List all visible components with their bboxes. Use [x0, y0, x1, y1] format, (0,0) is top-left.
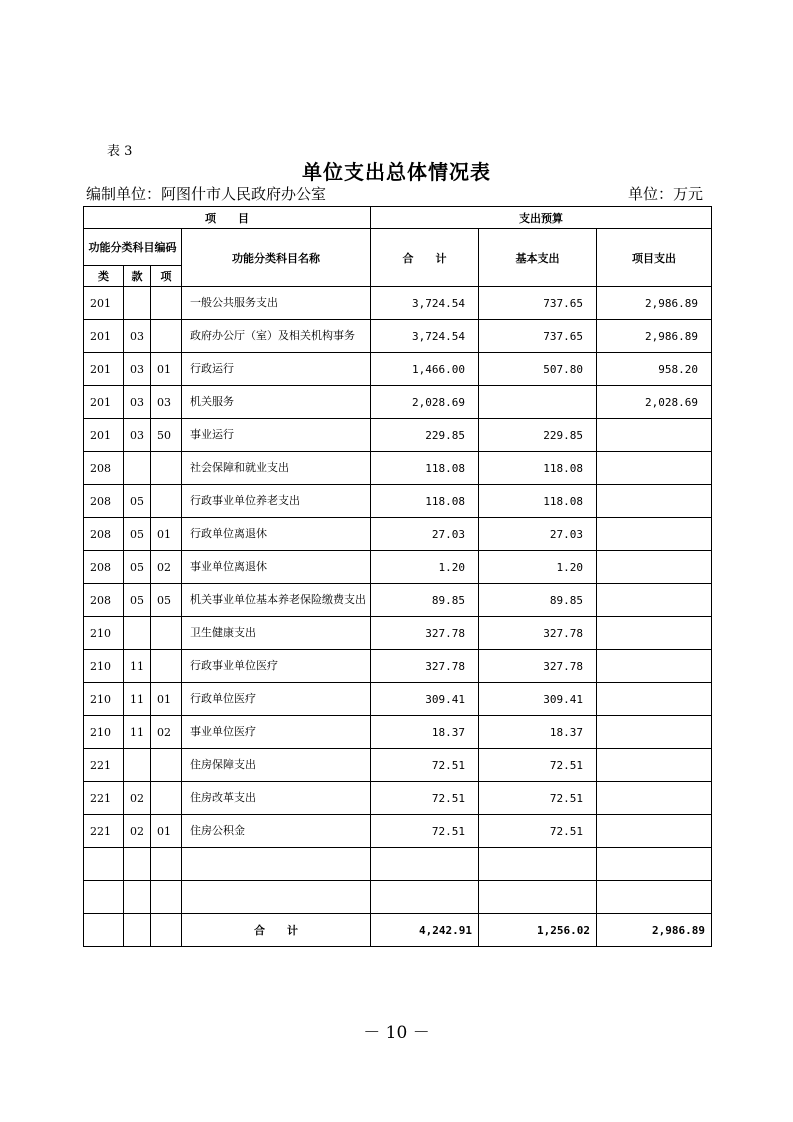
cell-kuan: 02	[124, 782, 151, 815]
cell-total: 72.51	[371, 815, 479, 848]
cell-total: 327.78	[371, 617, 479, 650]
page-number: － 10 －	[363, 1023, 430, 1043]
cell-total: 72.51	[371, 749, 479, 782]
cell-kuan	[124, 881, 151, 914]
cell-project	[597, 551, 712, 584]
cell-xiang	[151, 881, 182, 914]
header-kuan: 款	[124, 266, 151, 287]
cell-project	[597, 782, 712, 815]
cell-basic: 507.80	[479, 353, 597, 386]
cell-xiang: 02	[151, 551, 182, 584]
header-xiang: 项	[151, 266, 182, 287]
cell-total: 27.03	[371, 518, 479, 551]
table-row	[84, 485, 712, 518]
cell-kuan	[124, 452, 151, 485]
cell-xiang: 03	[151, 386, 182, 419]
header-project: 项 目	[84, 207, 371, 229]
cell-project	[597, 749, 712, 782]
cell-lei: 208	[84, 452, 124, 485]
cell-total: 309.41	[371, 683, 479, 716]
cell-total: 3,724.54	[371, 287, 479, 320]
footer-total-label: 合 计	[182, 914, 371, 947]
cell-total: 1,466.00	[371, 353, 479, 386]
table-row	[84, 452, 712, 485]
cell-basic: 229.85	[479, 419, 597, 452]
table-row	[84, 782, 712, 815]
cell-xiang: 01	[151, 683, 182, 716]
cell-basic: 327.78	[479, 650, 597, 683]
cell-func-name: 政府办公厅（室）及相关机构事务	[182, 320, 371, 353]
cell-func-name: 住房保障支出	[182, 749, 371, 782]
cell-project	[597, 419, 712, 452]
cell-lei: 210	[84, 683, 124, 716]
cell-kuan: 03	[124, 419, 151, 452]
cell-lei: 210	[84, 716, 124, 749]
cell-kuan: 03	[124, 386, 151, 419]
footer-total-value: 4,242.91	[371, 914, 479, 947]
cell-total: 72.51	[371, 782, 479, 815]
expenditure-table	[83, 206, 712, 947]
cell-total: 3,724.54	[371, 320, 479, 353]
cell-xiang	[151, 485, 182, 518]
cell-func-name: 行政运行	[182, 353, 371, 386]
cell-kuan: 02	[124, 815, 151, 848]
header-total: 合 计	[371, 229, 479, 287]
cell-project	[597, 650, 712, 683]
cell-xiang	[151, 287, 182, 320]
cell-kuan: 05	[124, 584, 151, 617]
cell-xiang: 01	[151, 353, 182, 386]
cell-func-name: 事业单位离退休	[182, 551, 371, 584]
cell-kuan: 11	[124, 650, 151, 683]
cell-basic: 737.65	[479, 287, 597, 320]
cell-xiang	[151, 320, 182, 353]
cell-func-name: 行政单位医疗	[182, 683, 371, 716]
cell-kuan: 05	[124, 551, 151, 584]
header-func-name: 功能分类科目名称	[182, 229, 371, 287]
cell-project: 958.20	[597, 353, 712, 386]
cell-xiang	[151, 848, 182, 881]
cell-func-name: 行政事业单位医疗	[182, 650, 371, 683]
cell-xiang: 02	[151, 716, 182, 749]
cell-func-name: 社会保障和就业支出	[182, 452, 371, 485]
cell-kuan: 03	[124, 320, 151, 353]
cell-xiang	[151, 650, 182, 683]
cell-basic	[479, 848, 597, 881]
cell-project	[597, 848, 712, 881]
footer-empty-cell	[124, 914, 151, 947]
cell-lei: 208	[84, 551, 124, 584]
cell-total	[371, 881, 479, 914]
cell-xiang: 50	[151, 419, 182, 452]
table-row	[84, 551, 712, 584]
table-row	[84, 386, 712, 419]
footer-project-value: 2,986.89	[597, 914, 712, 947]
cell-basic: 118.08	[479, 452, 597, 485]
cell-xiang	[151, 749, 182, 782]
cell-lei: 201	[84, 320, 124, 353]
cell-func-name: 住房公积金	[182, 815, 371, 848]
cell-basic: 1.20	[479, 551, 597, 584]
unit-label: 单位：万元	[627, 185, 703, 203]
footer-empty-cell	[84, 914, 124, 947]
cell-func-name: 一般公共服务支出	[182, 287, 371, 320]
cell-basic: 72.51	[479, 815, 597, 848]
cell-func-name: 住房改革支出	[182, 782, 371, 815]
cell-project	[597, 485, 712, 518]
cell-lei: 201	[84, 386, 124, 419]
cell-basic: 18.37	[479, 716, 597, 749]
cell-basic: 737.65	[479, 320, 597, 353]
header-project-expense: 项目支出	[597, 229, 712, 287]
cell-total	[371, 848, 479, 881]
cell-lei	[84, 881, 124, 914]
header-basic: 基本支出	[479, 229, 597, 287]
cell-project	[597, 683, 712, 716]
cell-xiang: 01	[151, 815, 182, 848]
cell-func-name	[182, 881, 371, 914]
cell-xiang: 01	[151, 518, 182, 551]
cell-total: 118.08	[371, 485, 479, 518]
header-lei: 类	[84, 266, 124, 287]
table-row	[84, 419, 712, 452]
cell-project: 2,028.69	[597, 386, 712, 419]
cell-func-name: 卫生健康支出	[182, 617, 371, 650]
cell-func-name: 机关事业单位基本养老保险缴费支出	[182, 584, 371, 617]
table-row	[84, 716, 712, 749]
cell-kuan	[124, 848, 151, 881]
cell-kuan: 05	[124, 485, 151, 518]
table-row	[84, 749, 712, 782]
cell-kuan: 11	[124, 683, 151, 716]
cell-project	[597, 716, 712, 749]
table-number-label: 表 3	[107, 144, 133, 159]
cell-basic: 327.78	[479, 617, 597, 650]
cell-basic: 72.51	[479, 782, 597, 815]
cell-lei: 201	[84, 287, 124, 320]
footer-basic-value: 1,256.02	[479, 914, 597, 947]
cell-project	[597, 617, 712, 650]
cell-func-name: 行政事业单位养老支出	[182, 485, 371, 518]
cell-basic: 309.41	[479, 683, 597, 716]
cell-project: 2,986.89	[597, 287, 712, 320]
cell-kuan	[124, 749, 151, 782]
cell-func-name	[182, 848, 371, 881]
table-row	[84, 881, 712, 914]
table-row	[84, 683, 712, 716]
cell-lei: 210	[84, 650, 124, 683]
cell-func-name: 事业单位医疗	[182, 716, 371, 749]
cell-func-name: 行政单位离退休	[182, 518, 371, 551]
cell-total: 1.20	[371, 551, 479, 584]
cell-total: 327.78	[371, 650, 479, 683]
cell-total: 89.85	[371, 584, 479, 617]
table-row	[84, 320, 712, 353]
cell-basic	[479, 881, 597, 914]
cell-basic: 72.51	[479, 749, 597, 782]
cell-lei: 201	[84, 419, 124, 452]
cell-basic	[479, 386, 597, 419]
table-row	[84, 815, 712, 848]
cell-total: 118.08	[371, 452, 479, 485]
cell-lei: 210	[84, 617, 124, 650]
cell-lei: 221	[84, 782, 124, 815]
header-budget: 支出预算	[371, 207, 712, 229]
cell-basic: 118.08	[479, 485, 597, 518]
cell-basic: 89.85	[479, 584, 597, 617]
cell-project	[597, 518, 712, 551]
cell-total: 18.37	[371, 716, 479, 749]
cell-project	[597, 815, 712, 848]
page-title: 单位支出总体情况表	[302, 160, 491, 184]
table-row	[84, 848, 712, 881]
cell-project	[597, 584, 712, 617]
org-label: 编制单位：阿图什市人民政府办公室	[86, 185, 327, 203]
cell-project: 2,986.89	[597, 320, 712, 353]
cell-kuan: 05	[124, 518, 151, 551]
table-row	[84, 617, 712, 650]
cell-lei: 201	[84, 353, 124, 386]
cell-lei	[84, 848, 124, 881]
cell-kuan	[124, 617, 151, 650]
cell-kuan: 03	[124, 353, 151, 386]
cell-project	[597, 452, 712, 485]
cell-xiang	[151, 452, 182, 485]
cell-kuan: 11	[124, 716, 151, 749]
cell-lei: 208	[84, 584, 124, 617]
cell-func-name: 事业运行	[182, 419, 371, 452]
table-row	[84, 584, 712, 617]
cell-lei: 221	[84, 815, 124, 848]
cell-total: 229.85	[371, 419, 479, 452]
cell-basic: 27.03	[479, 518, 597, 551]
cell-func-name: 机关服务	[182, 386, 371, 419]
cell-xiang: 05	[151, 584, 182, 617]
table-row	[84, 287, 712, 320]
table-row	[84, 650, 712, 683]
cell-lei: 208	[84, 485, 124, 518]
header-func-code: 功能分类科目编码	[84, 229, 182, 266]
cell-xiang	[151, 782, 182, 815]
table-row	[84, 518, 712, 551]
footer-empty-cell	[151, 914, 182, 947]
cell-total: 2,028.69	[371, 386, 479, 419]
cell-kuan	[124, 287, 151, 320]
cell-lei: 221	[84, 749, 124, 782]
cell-project	[597, 881, 712, 914]
table-row	[84, 353, 712, 386]
cell-lei: 208	[84, 518, 124, 551]
cell-xiang	[151, 617, 182, 650]
